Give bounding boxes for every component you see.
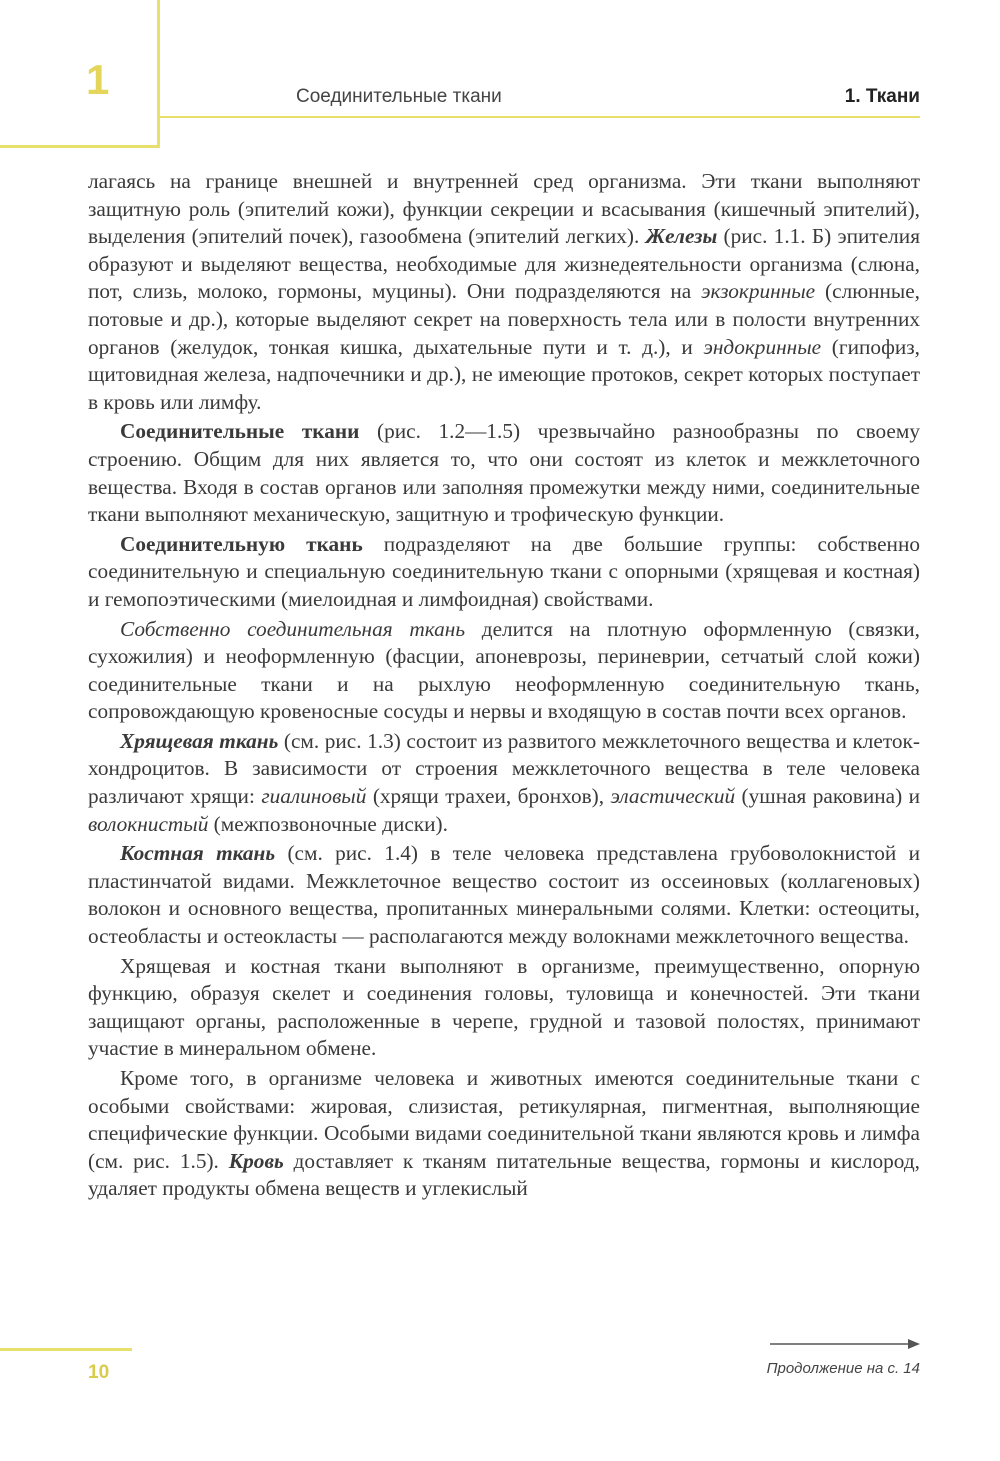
continuation-note: Продолжение на с. 14 (766, 1360, 920, 1377)
arrow-right-icon (770, 1338, 920, 1350)
text-run: (см. рис. 1.4) в теле человека представлена грубоволокнистой и пластинчатой видами. Межклеточное вещество состоит из оссеиновых (коллагеновых) волокон и основного вещества, пропитанных минеральными солями. Клетки: остеоциты, остеобласты и остеокласты — располагаются между волокнами межклеточного вещества. (88, 841, 921, 949)
footer-rule (0, 1348, 132, 1351)
paragraph (88, 728, 920, 838)
chapter-box (0, 0, 160, 148)
term-proper-connective: Собственно соединительная ткань (120, 616, 466, 641)
term-bone: Костная ткань (120, 841, 276, 866)
page-number: 10 (88, 1362, 110, 1383)
text-run: подразделяют на две большие группы: собственно соединительную и специальную соединительную ткани с опорными (хрящевая и костная) и гемопоэтическими (миелоидная и лимфоидная) свойствами. (88, 531, 920, 611)
text-run: (гипофиз, щитовидная железа, надпочечники и др.), не имеющие протоков, секрет которых поступает в кровь или лимфу. (88, 334, 920, 414)
term-exocrine: экзокринные (701, 279, 816, 304)
header-rule (160, 116, 920, 118)
chapter-number: 1 (86, 56, 110, 103)
text-run: лагаясь на границе внешней и внутренней сред организма. Эти ткани выполняют защитную роль (эпителий кожи), функции секреции и всасывания (кишечный эпителий), выделения (эпителий почек), газообмена (эпителий легких). (88, 169, 920, 249)
term-connective-tissues: Соединительные ткани (120, 419, 360, 444)
text-run: Кроме того, в организме человека и животных имеются соединительные ткани с особыми свойствами: жировая, слизистая, ретикулярная, пигментная, выполняющие специфические функции. Особыми видами соединительной ткани являются кровь и лимфа (см. рис. 1.5). (88, 1066, 920, 1173)
text-run: (межпозвоночные диски). (208, 811, 448, 836)
running-header-chapter: 1. Ткани (844, 86, 920, 107)
paragraph (88, 840, 920, 950)
text-run: (рис. 1.1. Б) эпителия образуют и выделяют вещества, необходимые для жизнедеятельности организма (слюна, пот, слизь, молоко, гормоны, муцины). Они подразделяются на (88, 224, 920, 304)
text-run: Хрящевая и костная ткани выполняют в организме, преимущественно, опорную функцию, образуя скелет и соединения головы, туловища и конечностей. Эти ткани защищают органы, расположенные в черепе, грудной и тазовой полостях, принимают участие в минеральном обмене. (88, 953, 920, 1061)
text-run: делится на плотную оформленную (связки, сухожилия) и неоформленную (фасции, апоневрозы, периневрии, сетчатый слой кожи) соединительные ткани и на рыхлую неоформленную соединительную ткань, сопровождающую кровеносные сосуды и нервы и входящую в состав почти всех органов. (88, 616, 921, 724)
term-elastic: эластический (610, 784, 736, 809)
term-hyaline: гиалиновый (261, 784, 367, 809)
paragraph (88, 168, 920, 416)
text-run: (слюнные, потовые и др.), которые выделяют секрет на поверхность тела или в полости внутренних органов (желудок, тонкая кишка, дыхательные пути и т. д.), и (88, 279, 920, 359)
term-connective-tissue: Соединительную ткань (120, 531, 363, 556)
text-run: доставляет к тканям питательные вещества, гормоны и кислород, удаляет продукты обмена веществ и углекислый (88, 1148, 920, 1201)
text-run: (хрящи трахеи, бронхов), (366, 784, 611, 809)
text-run: (см. рис. 1.3) состоит из развитого межклеточного вещества и клеток-хондроцитов. В зависимости от строения межклеточного вещества в теле человека различают хрящи: (88, 728, 920, 809)
paragraph (88, 418, 920, 528)
text-run: (рис. 1.2—1.5) чрезвычайно разнообразны по своему строению. Общим для них является то, что они состоят из клеток и межклеточного вещества. Входя в состав органов или заполняя промежутки между ними, соединительные ткани выполняют механическую, защитную и трофическую функции. (88, 419, 921, 527)
term-fibrous: волокнистый (88, 811, 209, 836)
text-run: (ушная раковина) и (735, 784, 920, 809)
paragraph (88, 531, 920, 614)
paragraph (88, 1065, 920, 1203)
term-glands: Железы (645, 224, 718, 249)
body-text (88, 168, 920, 1205)
term-blood: Кровь (228, 1148, 284, 1173)
paragraph (88, 616, 920, 726)
term-cartilage: Хрящевая ткань (120, 728, 279, 753)
running-header-section: Соединительные ткани (296, 86, 502, 107)
paragraph (88, 953, 920, 1063)
term-endocrine: эндокринные (703, 334, 822, 359)
